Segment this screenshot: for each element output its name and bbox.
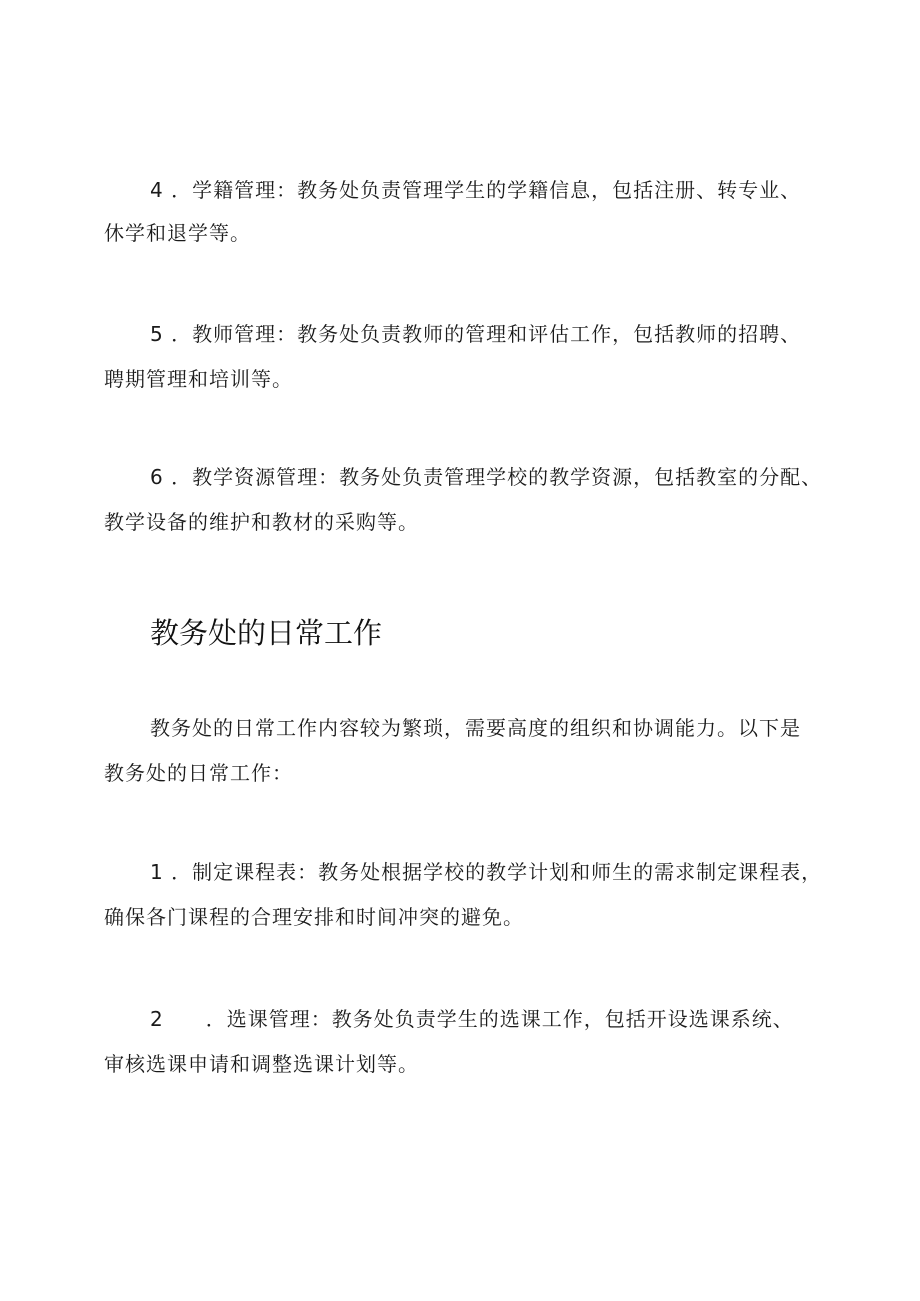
paragraph-line: 教务处的日常工作内容较为繁琐，需要高度的组织和协调能力。以下是 xyxy=(150,716,801,740)
paragraph-line: 休学和退学等。 xyxy=(104,221,251,245)
section-heading: 教务处的日常工作 xyxy=(150,618,383,650)
paragraph-line: 聘期管理和培训等。 xyxy=(104,367,293,391)
paragraph-line: 6 ．教学资源管理：教务处负责管理学校的教学资源，包括教室的分配、 xyxy=(150,465,823,489)
paragraph-line: 4 ．学籍管理：教务处负责管理学生的学籍信息，包括注册、转专业、 xyxy=(150,178,802,202)
paragraph-line: 审核选课申请和调整选课计划等。 xyxy=(104,1052,419,1076)
paragraph-line: 1 ．制定课程表：教务处根据学校的教学计划和师生的需求制定课程表， xyxy=(150,860,823,884)
paragraph-line: 2 ．选课管理：教务处负责学生的选课工作，包括开设选课系统、 xyxy=(150,1007,794,1031)
paragraph-line: 5 ．教师管理：教务处负责教师的管理和评估工作，包括教师的招聘、 xyxy=(150,322,802,346)
paragraph-line: 确保各门课程的合理安排和时间冲突的避免。 xyxy=(104,905,524,929)
paragraph-line: 教学设备的维护和教材的采购等。 xyxy=(104,510,419,534)
paragraph-line: 教务处的日常工作： xyxy=(104,761,293,785)
